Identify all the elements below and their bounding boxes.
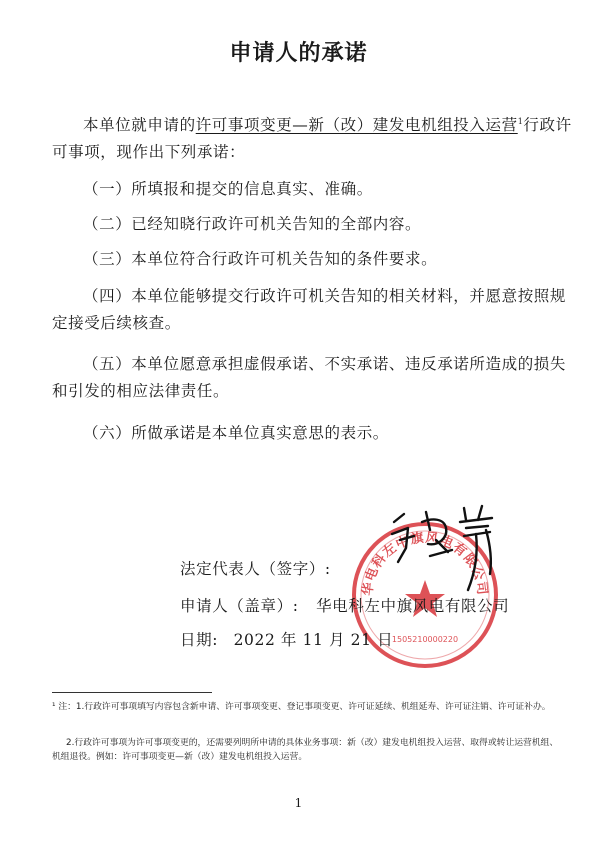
intro-suffix: 行政许可事项，现作出下列承诺： [52, 116, 572, 161]
date-value: 2022 年 11 月 21 日 [233, 631, 394, 649]
footnote-mark: 1 [517, 116, 524, 126]
intro-prefix: 本单位就申请的 [83, 116, 196, 134]
applicant-line [180, 594, 509, 616]
legal-representative-label: 法定代表人（签字）: [180, 560, 331, 578]
commitment-item: （一）所填报和提交的信息真实、准确。 [83, 180, 373, 198]
commitment-item: （二）已经知晓行政许可机关告知的全部内容。 [83, 215, 422, 233]
date-label: 日期: [180, 631, 219, 649]
permit-item-underlined: 许可事项变更—新（改）建发电机组投入运营 [195, 116, 518, 134]
commitment-item: （六）所做承诺是本单位真实意思的表示。 [83, 424, 389, 442]
applicant-name: 华电科左中旗风电有限公司 [316, 597, 510, 615]
footnote-divider [52, 692, 212, 693]
commitment-item: （五）本单位愿意承担虚假承诺、不实承诺、违反承诺所造成的损失和引发的相应法律责任。 [52, 355, 567, 400]
seal-text: 华电科左中旗风电有限公司 [360, 530, 490, 597]
page-title: 申请人的承诺 [229, 41, 368, 66]
seal-number: 1505210000220 [391, 635, 459, 644]
commitment-item: （三）本单位符合行政许可机关告知的条件要求。 [83, 250, 438, 268]
page-number: 1 [294, 796, 303, 810]
applicant-label: 申请人（盖章）: [180, 597, 299, 615]
footnote-2: 2.行政许可事项为许可事项变更的，还需要列明所申请的具体业务事项：新（改）建发电机组投入运营、取得或转让运营机组、机组退役。例如：许可事项变更—新（改）建发电机组投入运营。 [52, 738, 559, 762]
date-line [180, 628, 393, 650]
footnote-1: ¹ 注：1.行政许可事项填写内容包含新申请、许可事项变更、登记事项变更、许可证延续、机组延寿、许可证注销、许可证补办。 [52, 702, 551, 712]
intro-paragraph [52, 112, 572, 166]
commitment-item: （四）本单位能够提交行政许可机关告知的相关材料，并愿意按照规定接受后续核查。 [52, 287, 567, 332]
handwritten-signature [386, 500, 516, 600]
